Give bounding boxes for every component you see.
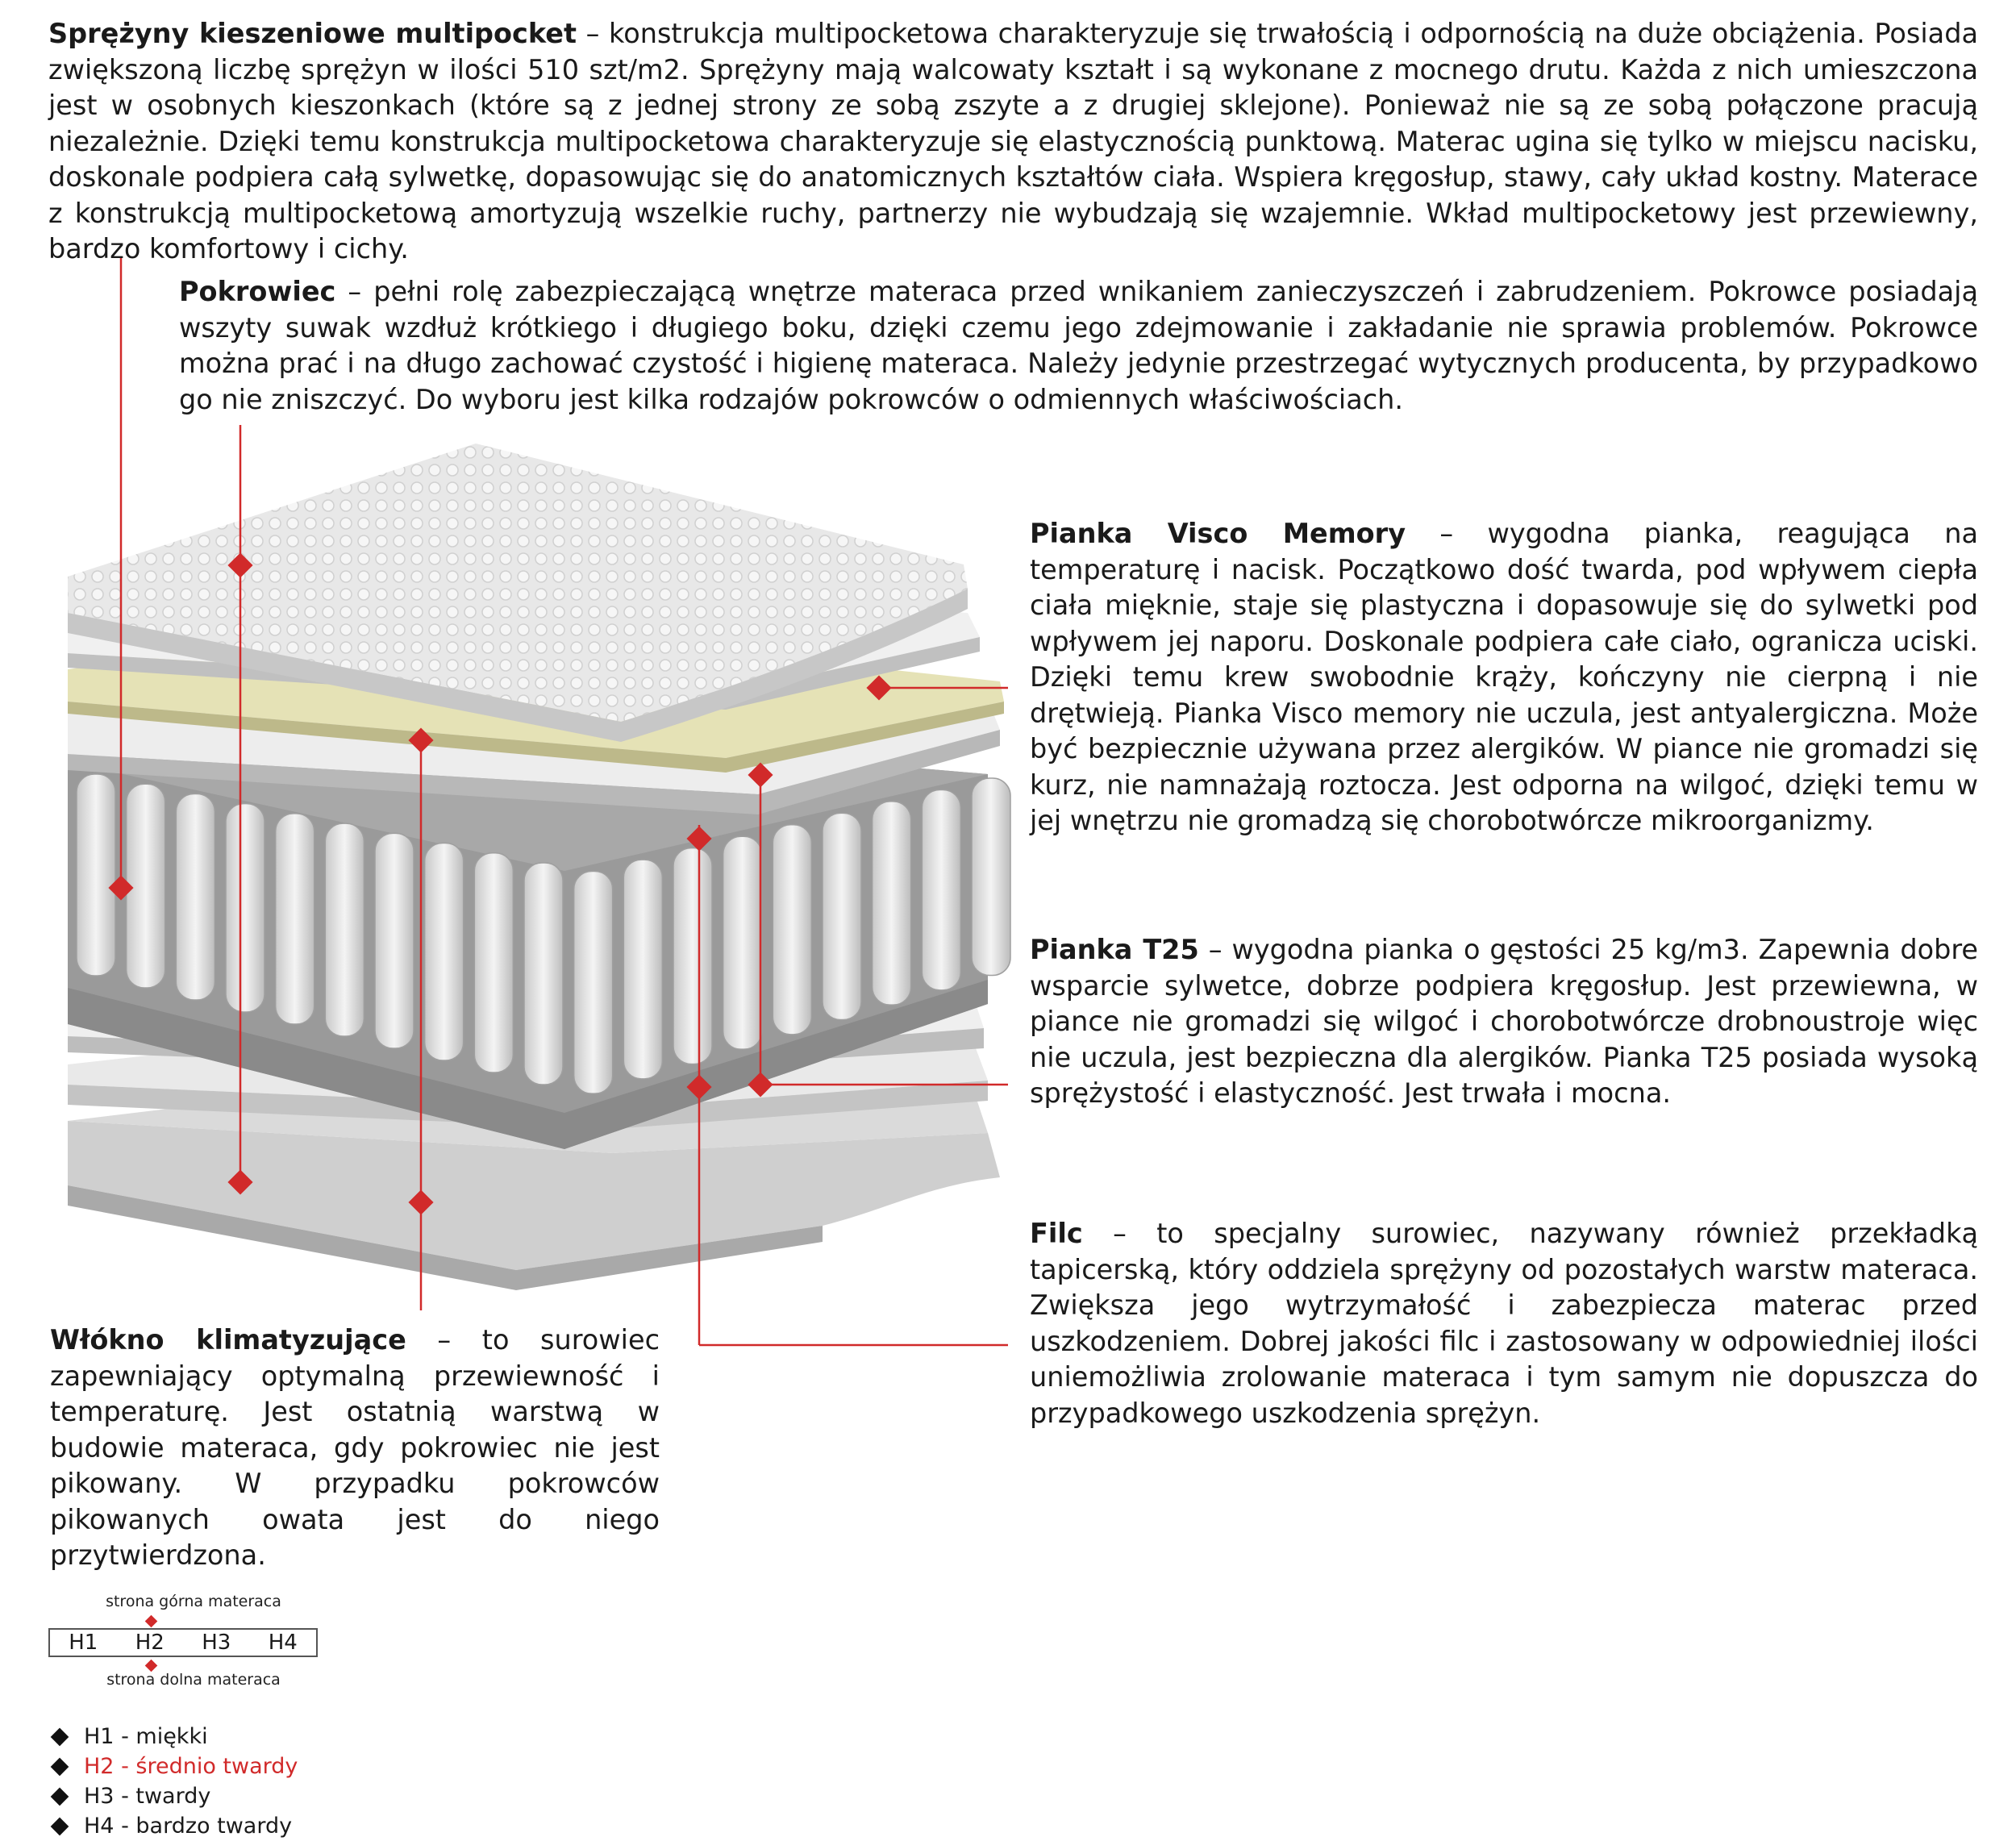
pocket-spring	[77, 774, 115, 976]
legend-label: H4 - bardzo twardy	[84, 1814, 293, 1839]
pocket-spring	[873, 802, 911, 1005]
t25-title: Pianka T25	[1030, 934, 1199, 965]
hardness-bottom-caption: strona dolna materaca	[106, 1671, 281, 1689]
intro-text: – konstrukcja multipocketowa charakteryzuje się trwałością i odpornością na duże obciążenia. Posiada zwiększoną liczbę sprężyn w ilości 510 szt/m2. Sprężyny mają walcowaty kształt i są wykonane z mocnego drutu. Każda z nich umieszczona jest w osobnych kieszonkach (które są z jednej strony ze sobą zszyte a z drugiej sklejone). Ponieważ nie są ze sobą połączone pracują niezależnie. Dzięki temu konstrukcja multipocketowa charakteryzuje się elastycznością punktową. Materac ugina się tylko w miejscu nacisku, doskonale podpiera całą sylwetkę, dopasowując się do anatomicznych kształtów ciała. Wspiera kręgosłup, stawy, cały układ kostny. Materace z konstrukcją multipocketową amortyzują wszelkie ruchy, partnerzy nie wybudzają się wzajemnie. Wkład multipocketowy jest przewiewny, bardzo komfortowy i cichy.	[48, 18, 1978, 264]
wlokno-text: – to surowiec zapewniający optymalną przewiewność i temperaturę. Jest ostatnią warstwą w budowie materaca, gdy pokrowiec nie jest pikowany. W przypadku pokrowców pikowanych owata jest do niego przytwierdzona.	[50, 1324, 660, 1571]
visco-paragraph	[1030, 516, 1978, 839]
legend-item-h1	[48, 1722, 371, 1751]
hardness-level-h2: H2	[135, 1631, 165, 1655]
wlokno-paragraph	[50, 1322, 660, 1574]
pocket-spring	[623, 860, 662, 1079]
pocket-spring	[176, 793, 215, 1000]
pocket-spring	[773, 825, 811, 1035]
filc-text: – to specjalny surowiec, nazywany również przekładką tapicerską, który oddziela sprężyny od pozostałych warstw materaca. Zwiększa jego wytrzymałość i zabezpiecza materac przed uszkodzeniem. Dobrej jakości filc i zastosowany w odpowiedniej ilości uniemożliwia zrolowanie materaca i tym samym nie dopuszcza do przypadkowego uszkodzenia sprężyn.	[1030, 1218, 1978, 1429]
pocket-spring	[226, 804, 264, 1012]
hardness-level-h3: H3	[202, 1631, 231, 1655]
pocket-spring	[723, 836, 762, 1049]
top-side-marker-icon	[145, 1615, 158, 1628]
diamond-bullet-icon	[51, 1727, 69, 1746]
pocket-spring	[524, 863, 563, 1085]
hardness-top-caption: strona górna materaca	[106, 1593, 281, 1610]
visco-title: Pianka Visco Memory	[1030, 518, 1406, 549]
legend-label: H3 - twardy	[84, 1784, 211, 1809]
diamond-bullet-icon	[51, 1787, 69, 1806]
visco-text: – wygodna pianka, reagująca na temperaturę i nacisk. Początkowo dość twarda, pod wpływem ciepła ciała mięknie, staje się plastyczna i dopasowuje się do sylwetki pod wpływem jej naporu. Doskonale podpiera całe ciało, ogranicza uciski. Dzięki temu krew swobodnie krąży, kończyny nie cierpną i nie drętwieją. Pianka Visco memory nie uczula, jest antyalergiczna. Może być bezpiecznie używana przez alergików. W piance nie gromadzi się kurz, nie namnażają roztocza. Jest odporna na wilgoć, dzięki temu w jej wnętrzu nie gromadzą się chorobotwórcze mikroorganizmy.	[1030, 518, 1979, 836]
pokrowiec-text: – pełni rolę zabezpieczającą wnętrze materaca przed wnikaniem zanieczyszczeń i zabrudzeniem. Pokrowce posiadają wszyty suwak wzdłuż krótkiego i długiego boku, dzięki czemu jego zdejmowanie i zakładanie nie sprawia problemów. Pokrowce można prać i na długo zachować czystość i higienę materaca. Należy jedynie przestrzegać wytycznych producenta, by przypadkowo go nie zniszczyć. Do wyboru jest kilka rodzajów pokrowców o odmiennych właściwościach.	[179, 276, 1978, 415]
filc-title: Filc	[1030, 1218, 1083, 1249]
pokrowiec-paragraph	[179, 274, 1978, 418]
hardness-level-h1: H1	[69, 1631, 98, 1655]
filc-paragraph	[1030, 1216, 1978, 1431]
pocket-spring	[823, 813, 861, 1019]
pocket-spring	[425, 843, 464, 1060]
hardness-scale	[48, 1593, 339, 1689]
t25-text: – wygodna pianka o gęstości 25 kg/m3. Zapewnia dobre wsparcie sylwetce, dobrze podpiera kręgosłup. Jest przewiewna, w piance nie gromadzi się wilgoć i chorobotwórcze drobnoustroje więc nie uczula, jest bezpieczna dla alergików. Pianka T25 posiada wysoką sprężystość i elastyczność. Jest trwała i mocna.	[1030, 934, 1978, 1109]
pocket-spring	[574, 872, 613, 1094]
hardness-levels	[48, 1628, 318, 1657]
intro-title: Sprężyny kieszeniowe multipocket	[48, 18, 577, 49]
wlokno-title: Włókno klimatyzujące	[50, 1324, 406, 1356]
diamond-bullet-icon	[51, 1757, 69, 1776]
t25-paragraph	[1030, 932, 1978, 1112]
legend-label: H1 - miękki	[84, 1724, 208, 1749]
bottom-side-marker-icon	[145, 1660, 158, 1672]
intro-paragraph	[48, 16, 1978, 268]
pocket-spring	[127, 784, 165, 988]
legend-item-h3	[48, 1781, 371, 1811]
pocket-spring	[474, 853, 513, 1073]
legend-label: H2 - średnio twardy	[84, 1754, 298, 1779]
pocket-spring	[276, 814, 314, 1024]
pocket-spring	[325, 823, 364, 1036]
hardness-level-h4: H4	[268, 1631, 298, 1655]
hardness-legend	[48, 1722, 371, 1841]
legend-item-h2	[48, 1751, 371, 1781]
pocket-spring	[972, 778, 1010, 976]
pocket-spring	[375, 833, 414, 1048]
pocket-spring	[922, 789, 960, 989]
pocket-spring	[673, 848, 712, 1064]
pokrowiec-title: Pokrowiec	[179, 276, 336, 307]
